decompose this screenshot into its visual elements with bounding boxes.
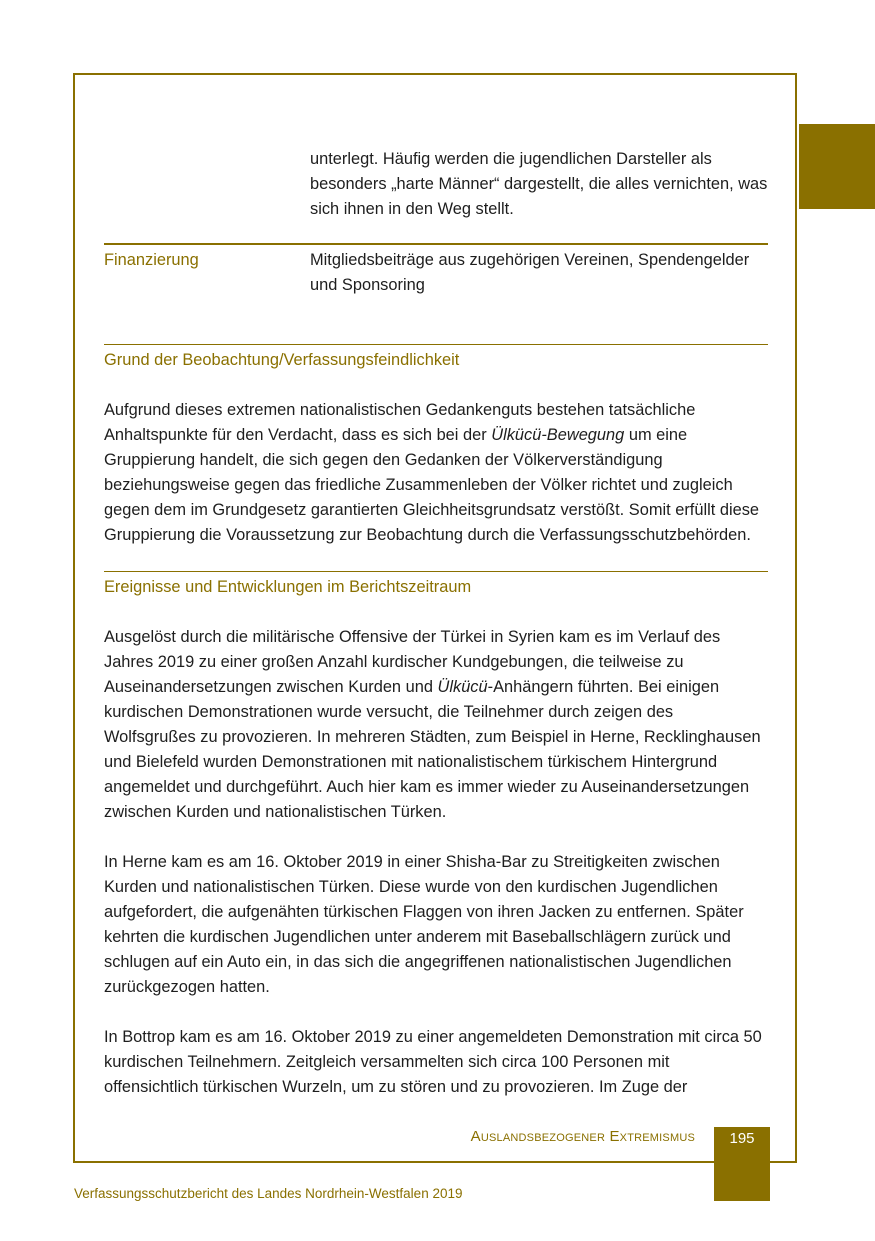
- paragraph-events-herne: In Herne kam es am 16. Oktober 2019 in einer Shisha-Bar zu Streitigkeiten zwischen Kurden und nationalistischen Türken. Diese wurde von den kurdischen Jugendlichen aufgefordert, die aufgenähten türkischen Flaggen von ihren Jacken zu entfernen. Später kehrten die kurdischen Jugendlichen unter anderem mit Baseballschlägern zurück und schlugen auf ein Auto ein, in das sich die angegriffenen nationalistischen Jugendlichen zurückgezogen hatten.: [104, 853, 744, 996]
- page-content: [104, 147, 768, 1100]
- paragraph-events-bottrop: In Bottrop kam es am 16. Oktober 2019 zu einer angemeldeten Demonstration mit circa 50 kurdischen Teilnehmern. Zeitgleich versammelten sich circa 100 Personen mit offensichtlich türkischen Wurzeln, um zu stören und zu provozieren. Im Zuge der: [104, 1028, 762, 1096]
- finance-label: Finanzierung: [104, 251, 199, 269]
- footer-section-title: Auslandsbezogener Extremismus: [470, 1128, 695, 1145]
- section-heading-observation: Grund der Beobachtung/Verfassungsfeindlichkeit: [104, 344, 768, 373]
- finance-row: [104, 243, 768, 298]
- report-title: Verfassungsschutzbericht des Landes Nordrhein-Westfalen 2019: [74, 1186, 463, 1201]
- page-number: 195: [729, 1130, 755, 1147]
- table-continuation-text: unterlegt. Häufig werden die jugendlichen Darsteller als besonders „harte Männer“ dargestellt, die alles vernichten, was sich ihnen in den Weg stellt.: [310, 150, 768, 218]
- emphasis-uelkuecue: Ülkücü: [437, 678, 488, 696]
- emphasis-uelkuecue-bewegung: Ülkücü-Bewegung: [491, 426, 625, 444]
- paragraph-events-offensive: Ausgelöst durch die militärische Offensive der Türkei in Syrien kam es im Verlauf des Jahres 2019 zu einer großen Anzahl kurdischer Kundgebungen, die teilweise zu Auseinandersetzungen zwischen Kurden und Ülkücü-Anhängern führten. Bei einigen kurdischen Demonstrationen wurde versucht, die Teilnehmer durch zeigen des Wolfsgrußes zu provozieren. In mehreren Städten, zum Beispiel in Herne, Recklinghausen und Bielefeld wurden Demonstrationen mit nationalistischem türkischem Hintergrund angemeldet und durchgeführt. Auch hier kam es immer wieder zu Auseinandersetzungen zwischen Kurden und nationalistischen Türken.: [104, 628, 761, 821]
- finance-value: Mitgliedsbeiträge aus zugehörigen Vereinen, Spendengelder und Sponsoring: [310, 251, 750, 294]
- paragraph-observation: Aufgrund dieses extremen nationalistischen Gedankenguts bestehen tatsächliche Anhaltspunkte für den Verdacht, dass es sich bei der Ülkücü-Bewegung um eine Gruppierung handelt, die sich gegen den Gedanken der Völkerverständigung beziehungsweise gegen das friedliche Zusammenleben der Völker richtet und zugleich gegen dem im Grundgesetz garantierten Gleichheitsgrundsatz verstößt. Somit erfüllt diese Gruppierung die Voraussetzung zur Beobachtung durch die Verfassungsschutzbehörden.: [104, 401, 760, 544]
- chapter-tab-marker: [799, 124, 875, 209]
- section-heading-events: Ereignisse und Entwicklungen im Berichtszeitraum: [104, 571, 768, 600]
